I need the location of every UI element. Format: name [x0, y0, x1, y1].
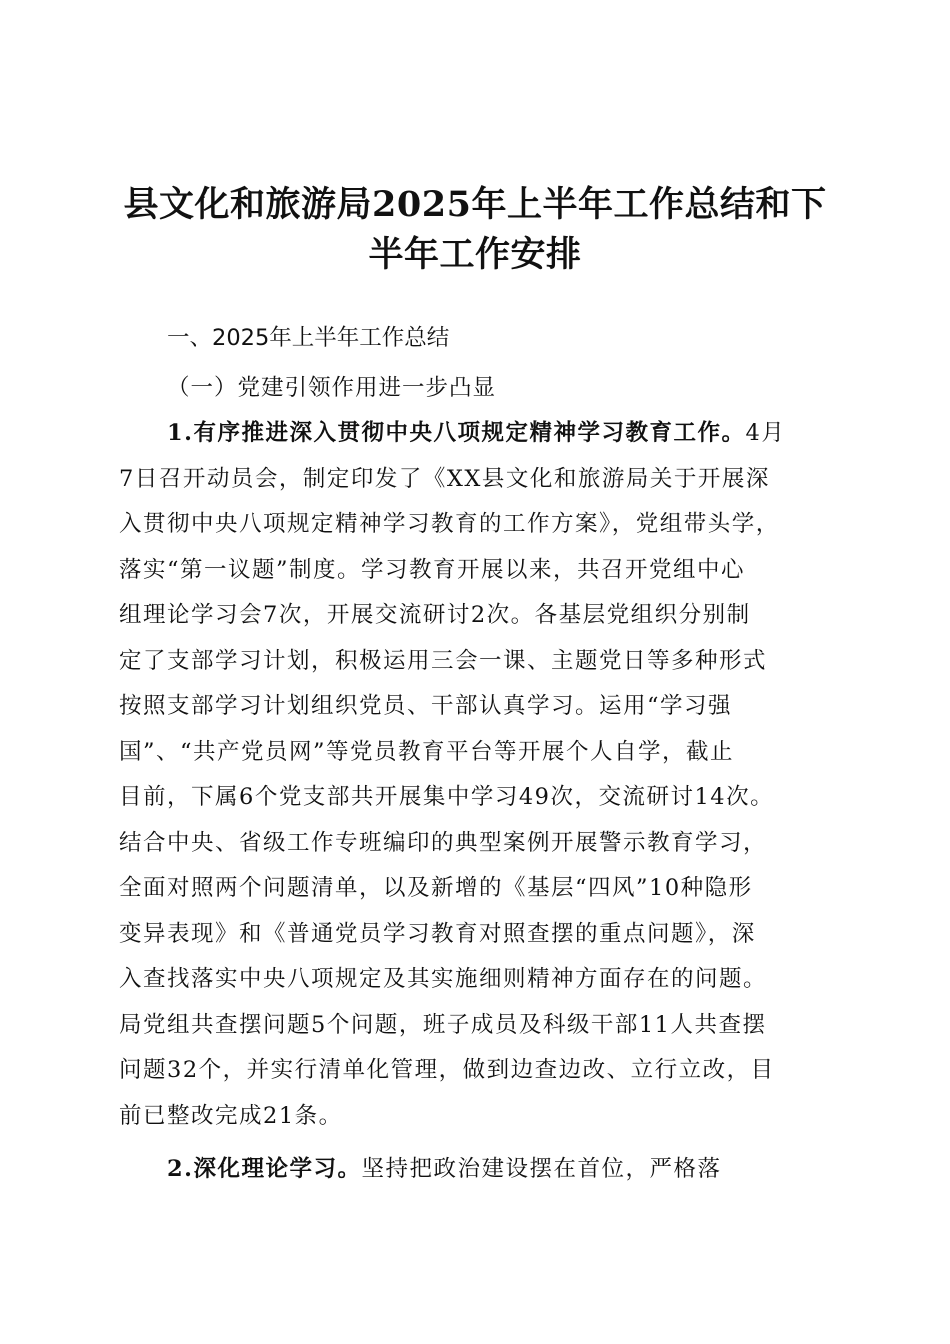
item-1-line: 组理论学习会7次，开展交流研讨2次。各基层党组织分别制 [119, 602, 751, 628]
item-1-line: 全面对照两个问题清单，以及新增的《基层“四风”10种隐形 [119, 875, 753, 901]
document-body [119, 316, 831, 1193]
item-2-text: 坚持把政治建设摆在首位，严格落 [361, 1156, 722, 1182]
item-1-line: 按照支部学习计划组织党员、干部认真学习。运用“学习强 [119, 693, 733, 719]
item-1-line: 定了支部学习计划，积极运用三会一课、主题党日等多种形式 [119, 647, 768, 674]
subsection-heading: （一）党建引领作用进一步凸显 [167, 374, 497, 401]
item-2-paragraph [119, 1147, 831, 1193]
item-1-line: 国”、“共产党员网”等党员教育平台等开展个人自学，截止 [119, 738, 735, 765]
item-1-line: 前已整改完成21条。 [119, 1102, 343, 1129]
item-1-lead: 1.有序推进深入贯彻中央八项规定精神学习教育工作。 [167, 420, 746, 446]
document-title [90, 180, 860, 280]
item-1-line: 落实“第一议题”制度。学习教育开展以来，共召开党组中心 [119, 556, 746, 583]
item-1-line: 7日召开动员会，制定印发了《XX县文化和旅游局关于开展深 [119, 465, 770, 492]
item-1-paragraph [119, 411, 831, 1139]
item-1-line: 局党组共查摆问题5个问题，班子成员及科级干部11人共查摆 [119, 1011, 767, 1038]
item-1-line: 入贯彻中央八项规定精神学习教育的工作方案》，党组带头学， [119, 511, 780, 537]
title-line-1: 县文化和旅游局2025年上半年工作总结和下 [123, 184, 827, 225]
item-1-line: 问题32个，并实行清单化管理，做到边查边改、立行立改，目 [119, 1057, 775, 1083]
item-1-line: 变异表现》和《普通党员学习教育对照查摆的重点问题》，深 [119, 920, 756, 947]
item-1-line: 目前，下属6个党支部共开展集中学习49次，交流研讨14次。 [119, 784, 775, 810]
item-1-line: 入查找落实中央八项规定及其实施细则精神方面存在的问题。 [119, 966, 768, 992]
item-1-line-0: 4月 [745, 420, 786, 446]
title-line-2: 半年工作安排 [368, 234, 582, 275]
item-1-line: 结合中央、省级工作专班编印的典型案例开展警示教育学习， [119, 829, 768, 856]
section-heading: 一、2025年上半年工作总结 [167, 325, 450, 351]
item-2-lead: 2.深化理论学习。 [167, 1156, 362, 1182]
